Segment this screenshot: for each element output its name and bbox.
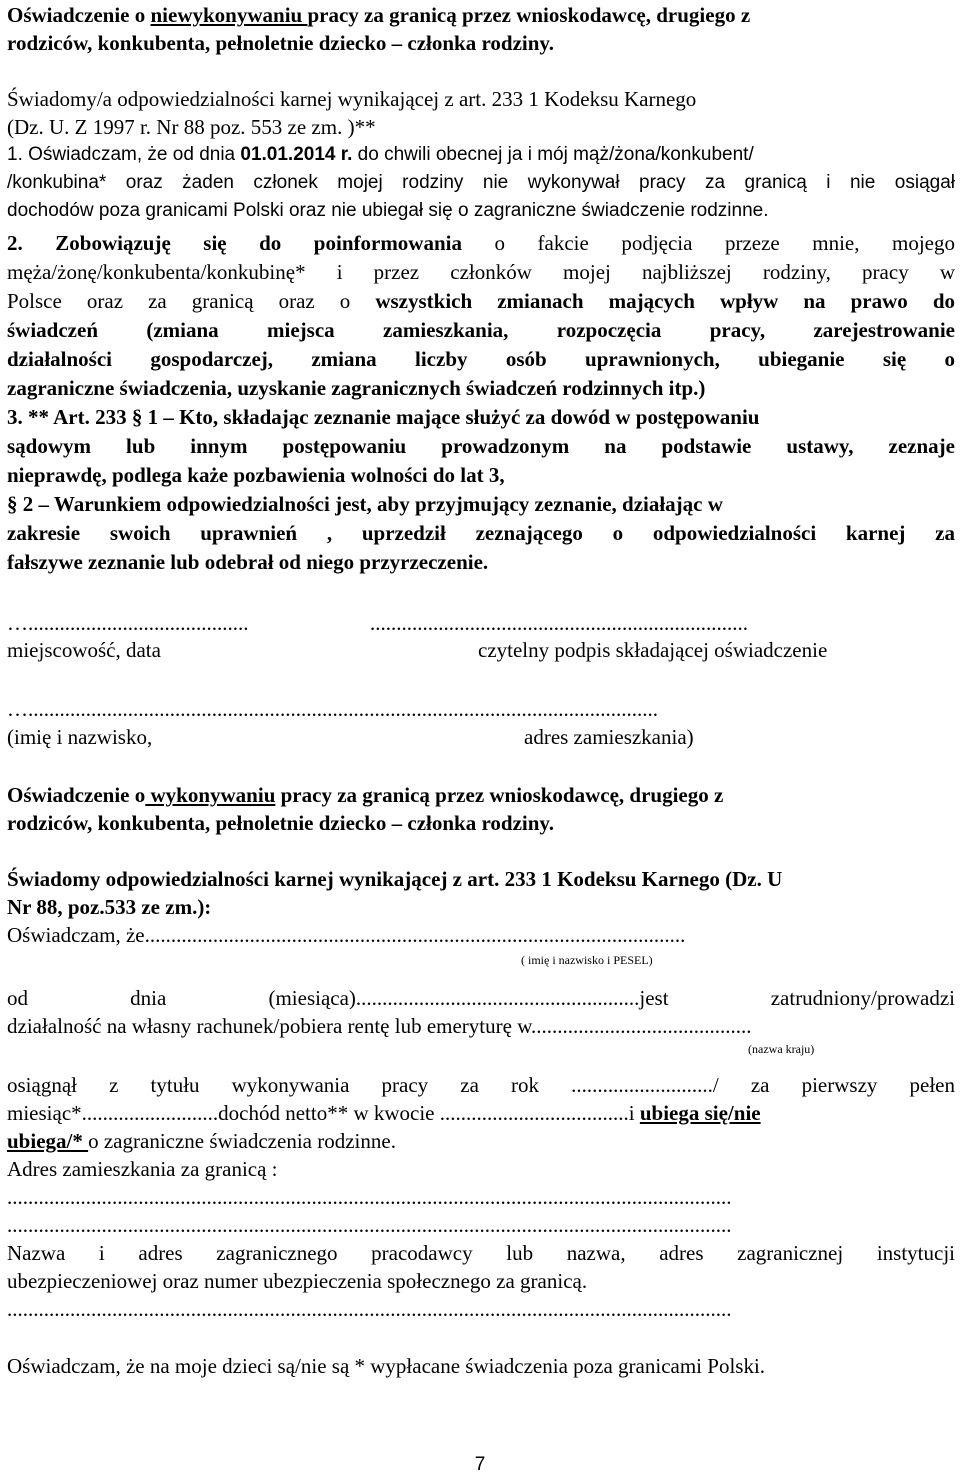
p1-date: 01.01.2014 r. xyxy=(240,144,353,165)
point2-line5: działalności gospodarczej, zmiana liczby osób uprawnionych, ubieganie się o xyxy=(7,347,955,371)
point3-line1 xyxy=(7,403,955,431)
p2-text: o fakcie podjęcia przeze mnie, mojego xyxy=(462,231,956,255)
income-choice: ubiega się/nie xyxy=(639,1101,761,1125)
employer-line1: Nazwa i adres zagranicznego pracodawcy lub nazwa, adres zagranicznej instytucji xyxy=(7,1241,955,1265)
page-number: 7 xyxy=(474,1454,486,1475)
income-line3 xyxy=(7,1127,955,1155)
pesel-hint: ( imię i nazwisko i PESEL) xyxy=(521,953,653,967)
p3-text: 1 – Kto, składając zeznanie mające służyć za dowód w postępowaniu xyxy=(142,405,760,429)
name-address-dots: …........................................................................................................................ xyxy=(7,697,658,721)
name-label: (imię i nazwisko, xyxy=(7,725,153,749)
title-underlined-word: niewykonywaniu xyxy=(150,3,308,27)
point2-line1 xyxy=(7,229,955,257)
employer-line2: ubezpieczeniowej oraz numer ubezpieczenia społecznego za granicą. xyxy=(7,1269,588,1293)
title-text: Oświadczenie o xyxy=(7,783,146,807)
point3-line6: fałszywe zeznanie lub odebrał od niego przyrzeczenie. xyxy=(7,550,489,574)
title-text: Oświadczenie o xyxy=(7,3,151,27)
income-line2 xyxy=(7,1099,955,1127)
section1-awareness-line2: (Dz. U. Z 1997 r. Nr 88 poz. 553 ze zm. )** xyxy=(7,115,376,139)
title-underlined-word: wykonywaniu xyxy=(145,783,276,807)
point2-line6: zagraniczne świadczenia, uzyskanie zagranicznych świadczeń rodzinnych itp.) xyxy=(7,376,706,400)
p3-text: 3. ** Art. 233 xyxy=(7,405,132,429)
income-line1: osiągnął z tytułu wykonywania pracy za rok .........................../ za pierwszy pełen xyxy=(7,1073,955,1097)
abroad-address-dots-1: .......................................................................................................................................... xyxy=(7,1185,732,1209)
section1-title xyxy=(7,1,955,29)
income-choice: ubiega/* xyxy=(7,1129,89,1153)
p1-text: 1. Oświadczam, że od dnia xyxy=(7,144,241,165)
signature-dots: ........................................................................ xyxy=(370,611,748,635)
declare-line: Oświadczam, że....................................................................................................... xyxy=(7,923,686,947)
p1-text: do chwili obecnej ja i mój mąż/żona/konkubent/ xyxy=(352,144,754,165)
signature-label: czytelny podpis składającej oświadczenie xyxy=(478,638,828,662)
section2-title xyxy=(7,781,955,809)
point3-line2: sądowym lub innym postępowaniu prowadzonym na podstawie ustawy, zeznaje xyxy=(7,434,955,458)
place-date-dots: ….......................................... xyxy=(7,611,249,635)
abroad-address-label: Adres zamieszkania za granicą : xyxy=(7,1157,278,1181)
address-label: adres zamieszkania) xyxy=(524,725,694,749)
section1-awareness: Świadomy/a odpowiedzialności karnej wynikającej z art. 233 1 Kodeksu Karnego xyxy=(7,87,697,111)
income-text: o zagraniczne świadczenia rodzinne. xyxy=(88,1129,396,1153)
section-sign-icon: § xyxy=(131,405,143,429)
place-date-label: miejscowość, data xyxy=(7,638,161,662)
point1-line2: /konkubina* oraz żaden członek mojej rodziny nie wykonywał pracy za granicą i nie osiągał xyxy=(7,172,955,193)
p2-bold: wszystkich zmianach mających wpływ na prawo do xyxy=(375,289,955,313)
point3-line5: zakresie swoich uprawnień , uprzedził zeznającego o odpowiedzialności karnej za xyxy=(7,521,955,545)
point1-line1 xyxy=(7,141,955,169)
point2-line3 xyxy=(7,287,955,315)
section1-title-line2: rodziców, konkubenta, pełnoletnie dziecko – członka rodziny. xyxy=(7,31,555,55)
children-benefits-line: Oświadczam, że na moje dzieci są/nie są * wypłacane świadczenia poza granicami Polski. xyxy=(7,1354,766,1378)
abroad-address-dots-2: .......................................................................................................................................... xyxy=(7,1213,732,1237)
point2-line4: świadczeń (zmiana miejsca zamieszkania, rozpoczęcia pracy, zarejestrowanie xyxy=(7,318,955,342)
p2-bold: Zobowiązuję się do poinformowania xyxy=(55,231,462,255)
from-date-line: od dnia (miesiąca)......................................................jest zatrudniony/prowadzi xyxy=(7,986,955,1010)
p3-text: 2 – Warunkiem odpowiedzialności jest, aby przyjmujący zeznanie, działając w xyxy=(17,492,723,516)
activity-line: działalność na własny rachunek/pobiera rentę lub emeryturę w.......................................... xyxy=(7,1014,752,1038)
title-text: pracy za granicą przez wnioskodawcę, drugiego z xyxy=(307,3,751,27)
point1-line3: dochodów poza granicami Polski oraz nie ubiegał się o zagraniczne świadczenie rodzinne. xyxy=(7,200,769,221)
point3-line4 xyxy=(7,490,955,518)
section-sign-icon: § xyxy=(7,492,18,516)
section2-title-line2: rodziców, konkubenta, pełnoletnie dziecko – członka rodziny. xyxy=(7,811,555,835)
section2-awareness-line2: Nr 88, poz.533 ze zm.): xyxy=(7,895,212,919)
income-text: miesiąc*..........................dochód netto** w kwocie ....................................i xyxy=(7,1101,640,1125)
section2-awareness: Świadomy odpowiedzialności karnej wynikającej z art. 233 1 Kodeksu Karnego (Dz. U xyxy=(7,867,783,891)
point3-line3: nieprawdę, podlega każe pozbawienia wolności do lat 3, xyxy=(7,463,505,487)
p2-number: 2. xyxy=(7,231,56,255)
employer-dots: .......................................................................................................................................... xyxy=(7,1297,732,1321)
title-text: pracy za granicą przez wnioskodawcę, drugiego z xyxy=(275,783,724,807)
country-hint: (nazwa kraju) xyxy=(748,1042,815,1056)
point2-line2: męża/żonę/konkubenta/konkubinę* i przez członków mojej najbliższej rodziny, pracy w xyxy=(7,260,955,284)
p2-text: Polsce oraz za granicą oraz o xyxy=(7,289,376,313)
